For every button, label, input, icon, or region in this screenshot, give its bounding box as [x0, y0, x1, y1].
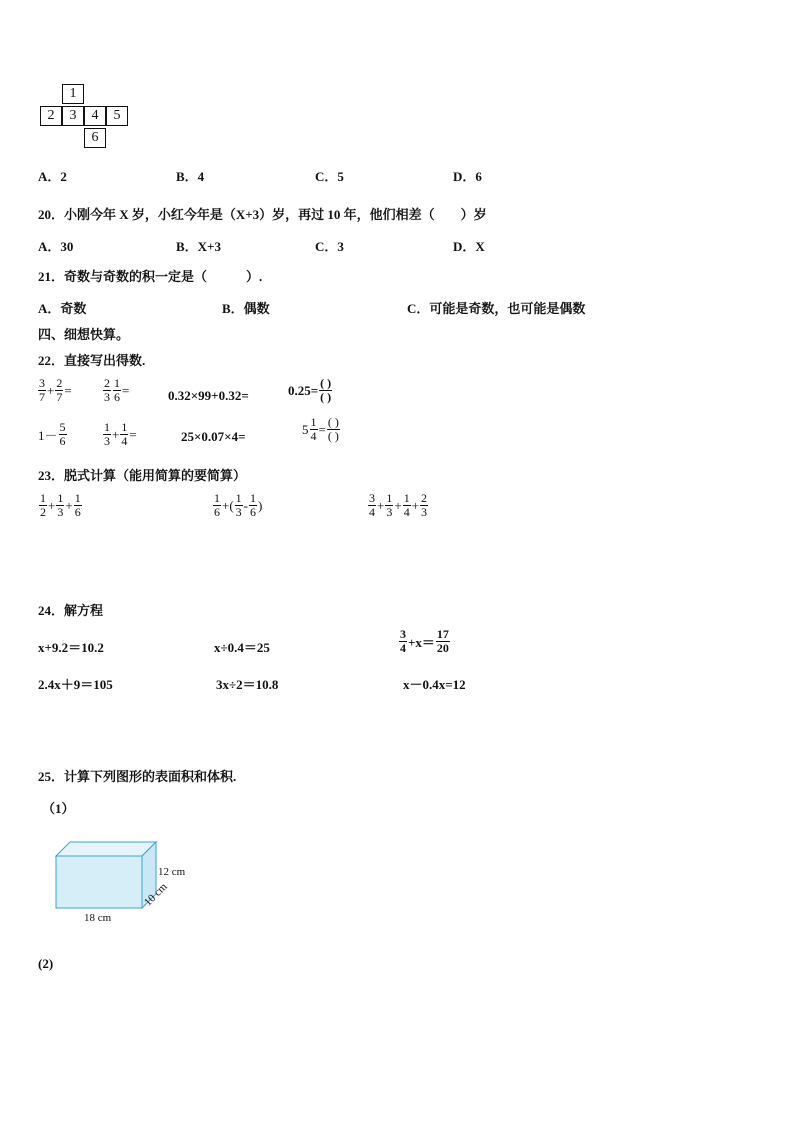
- length-label: 18 cm: [84, 912, 112, 924]
- q25-part-2-label: (2): [38, 956, 54, 971]
- q24-eq-5: 3x÷2＝10.8: [216, 677, 279, 692]
- q23-expr-1: $\frac{1}{2}$ + $\frac{1}{3}$ + $\frac{1}{6}$: [40, 491, 81, 519]
- q25-stem: 25．计算下列图形的表面积和体积.: [38, 769, 237, 784]
- q20-option-a: A．30: [38, 239, 74, 254]
- q21-option-c: C．可能是奇数，也可能是偶数: [407, 301, 586, 316]
- q23-expr-3: $\frac{3}{4}$ + $\frac{1}{3}$ + $\frac{1}{4}$ + $\frac{2}{3}$: [369, 491, 428, 519]
- net-cell: 2: [40, 106, 62, 126]
- q22-item-2: $\frac{2}{3}$ $\frac{1}{6}$ =: [104, 376, 130, 404]
- q21-stem: 21．奇数与奇数的积一定是（ ）.: [38, 269, 263, 284]
- cuboid-figure: [48, 836, 198, 935]
- net-cell: 4: [84, 106, 106, 126]
- net-cell: 5: [106, 106, 128, 126]
- q20-stem: 20．小刚今年 X 岁，小红今年是（X+3）岁，再过 10 年，他们相差（ ）岁: [38, 207, 487, 222]
- width-label: 10 cm: [142, 880, 170, 909]
- q24-stem: 24．解方程: [38, 603, 104, 618]
- cuboid-svg: [48, 836, 198, 931]
- height-label: 12 cm: [158, 866, 186, 878]
- q22-item-7: 25×0.07×4=: [181, 429, 246, 444]
- net-cell: 3: [62, 106, 84, 126]
- q22-item-5: 1－ $\frac{5}{6}$: [38, 420, 66, 448]
- net-cell: 1: [62, 84, 84, 104]
- q24-eq-3: $\frac{3}{4}$ +x＝ $\frac{17}{20}$: [400, 627, 449, 655]
- cuboid-front-face: [56, 856, 142, 908]
- q21-option-b: B．偶数: [222, 301, 270, 316]
- q22-item-1: $\frac{3}{7}$ + $\frac{2}{7}$ =: [39, 376, 72, 404]
- q25-part-1-label: （1）: [42, 801, 75, 816]
- q24-eq-6: x－0.4x=12: [403, 677, 466, 692]
- q19-option-d: D．6: [453, 169, 482, 184]
- q20-option-c: C．3: [315, 239, 344, 254]
- q24-eq-1: x+9.2＝10.2: [38, 640, 104, 655]
- q21-option-a: A．奇数: [38, 301, 87, 316]
- q24-eq-2: x÷0.4＝25: [214, 640, 270, 655]
- q20-option-d: D．X: [453, 239, 485, 254]
- net-cell: 6: [84, 128, 106, 148]
- cuboid-top-face: [56, 842, 156, 856]
- q20-option-b: B．X+3: [176, 239, 221, 254]
- q19-option-b: B．4: [176, 169, 205, 184]
- q22-item-4: 0.25= $\frac{( )}{( )}$: [288, 376, 332, 404]
- q22-stem: 22．直接写出得数.: [38, 353, 146, 368]
- q22-item-3: 0.32×99+0.32=: [168, 388, 249, 403]
- section-heading: 四、细想快算。: [38, 327, 130, 342]
- q24-eq-4: 2.4x＋9＝105: [38, 677, 113, 692]
- q19-option-c: C．5: [315, 169, 344, 184]
- q22-item-6: $\frac{1}{3}$ + $\frac{1}{4}$ =: [104, 420, 137, 448]
- q23-stem: 23．脱式计算（能用简算的要简算）: [38, 468, 247, 483]
- q23-expr-2: $\frac{1}{6}$ +( $\frac{1}{3}$ - $\frac{1}{6}$ ): [214, 491, 263, 519]
- cube-net-figure: [40, 84, 132, 150]
- q22-item-8: 5 $\frac{1}{4}$ = $\frac{( )}{( )}$: [302, 415, 339, 443]
- q19-option-a: A．2: [38, 169, 67, 184]
